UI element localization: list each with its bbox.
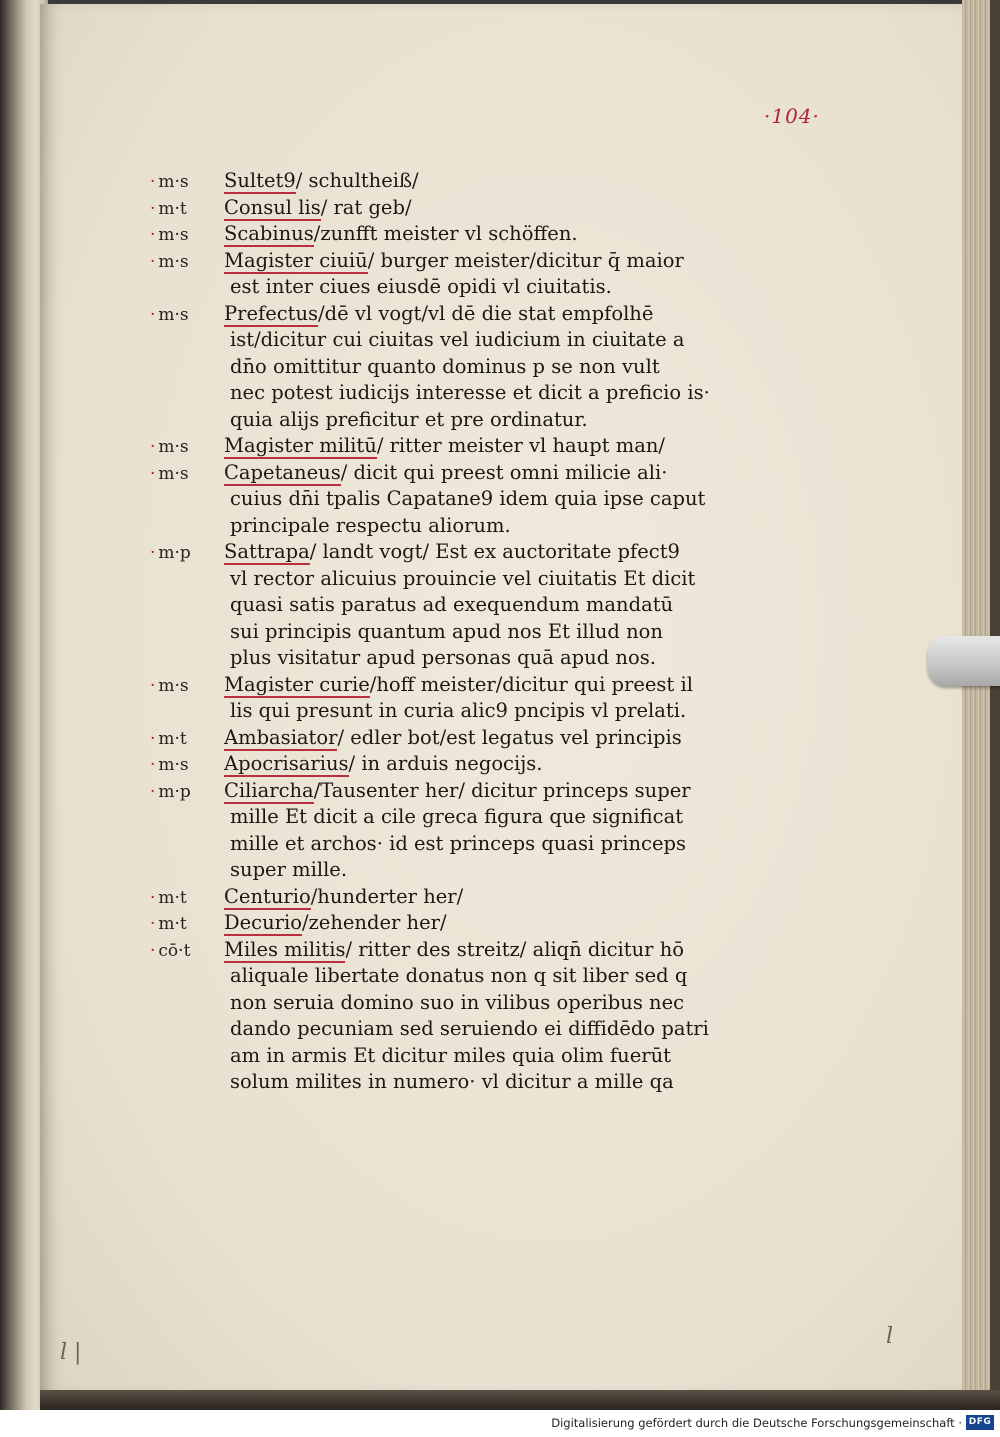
entry-lemma: Sultet9 <box>224 169 296 192</box>
book-cover-edge <box>990 0 1000 1410</box>
entry-continuation-line: solum milites in numero· vl dicitur a mille qa <box>230 1070 674 1093</box>
footer-funding-text: Digitalisierung gefördert durch die Deutsche Forschungsgemeinschaft · <box>551 1416 962 1430</box>
entry-grammar-marker: · m·s <box>150 169 224 196</box>
entry-lemma: Capetaneus <box>224 460 341 484</box>
entry-continuation-line: ist/dicitur cui ciuitas vel iudicium in ciuitate a <box>230 328 685 351</box>
entry-lemma: Centurio <box>224 884 311 908</box>
glossary-entry <box>150 937 740 964</box>
entry-grammar-marker: · m·t <box>150 196 224 223</box>
entry-grammar-marker: · m·s <box>150 752 224 779</box>
entry-grammar-marker: · m·t <box>150 726 224 753</box>
entry-lemma: Magister curie <box>224 672 370 696</box>
entry-gloss: / edler bot/est legatus vel principis <box>337 725 682 749</box>
pencil-annotation-right: l <box>886 1324 894 1349</box>
entry-continuation-line: cuius dn̄i tpalis Capatane9 idem quia ipse caput <box>230 487 706 510</box>
entry-grammar-marker: · m·s <box>150 249 224 276</box>
glossary-entry <box>150 195 740 222</box>
entry-grammar-marker: · m·p <box>150 779 224 806</box>
entry-continuation-line: aliquale libertate donatus non q sit liber sed q <box>230 964 688 987</box>
entry-gloss: /dē vl vogt/vl dē die stat empfolhē <box>318 301 654 325</box>
entry-lemma: Ambasiator <box>224 725 338 749</box>
glossary-entry <box>150 248 740 275</box>
glossary-entry <box>150 539 740 566</box>
entry-continuation-line: dn̄o omittitur quanto dominus p se non vult <box>230 354 660 378</box>
entry-lemma: Decurio <box>224 911 302 934</box>
entry-lemma: Ciliarcha <box>224 778 314 802</box>
entry-continuation-line: vl rector alicuius prouincie vel ciuitatis Et dicit <box>230 566 696 590</box>
entry-gloss: /hunderter her/ <box>310 884 464 908</box>
entry-continuation-line: dando pecuniam sed seruiendo ei diffidēdo patri <box>230 1017 709 1040</box>
entry-gloss: / in arduis negocijs. <box>348 752 543 775</box>
entry-lemma: Scabinus <box>224 222 314 245</box>
entry-grammar-marker: · m·s <box>150 461 224 488</box>
pencil-annotation-left: l | <box>60 1340 82 1365</box>
entry-continuation-line: plus visitatur apud personas quā apud nos. <box>230 646 656 669</box>
glossary-entry <box>150 460 740 487</box>
folio-number: ·104· <box>764 104 820 128</box>
entry-gloss: / burger meister/dicitur q̄ maior <box>367 248 684 272</box>
entry-gloss: / schultheiß/ <box>295 169 419 192</box>
entry-lemma: Prefectus <box>224 301 319 325</box>
glossary-entry <box>150 221 740 248</box>
entry-grammar-marker: · cō·t <box>150 938 224 965</box>
glossary-entry <box>150 672 740 699</box>
footer-banner <box>0 1410 1000 1437</box>
entry-lemma: Apocrisarius <box>224 752 349 775</box>
glossary-entry <box>150 433 740 460</box>
entry-lemma: Consul lis <box>224 195 321 219</box>
glossary-text-block <box>150 168 740 1096</box>
entry-grammar-marker: · m·t <box>150 885 224 912</box>
entry-continuation-line: quasi satis paratus ad exequendum mandatū <box>230 593 674 616</box>
entry-lemma: Sattrapa <box>224 540 310 563</box>
entry-continuation-line: sui principis quantum apud nos Et illud non <box>230 619 663 643</box>
entry-gloss: / ritter meister vl haupt man/ <box>376 434 665 457</box>
glossary-entry <box>150 301 740 328</box>
entry-continuation-line: nec potest iudicijs interesse et dicit a preficio is· <box>230 381 710 404</box>
entry-gloss: /zehender her/ <box>301 911 447 934</box>
page-bottom-shadow <box>40 1390 1000 1410</box>
entry-grammar-marker: · m·t <box>150 911 224 938</box>
entry-continuation-line: am in armis Et dicitur miles quia olim fuerūt <box>230 1043 671 1067</box>
entry-gloss: /Tausenter her/ dicitur princeps super <box>313 778 691 802</box>
entry-grammar-marker: · m·s <box>150 222 224 249</box>
entry-continuation-line: est inter ciues eiusdē opidi vl ciuitatis. <box>230 275 612 298</box>
entry-gloss: / dicit qui preest omni milicie ali· <box>340 460 668 484</box>
entry-lemma: Miles militis <box>224 937 346 961</box>
entry-continuation-line: quia alijs preficitur et pre ordinatur. <box>230 407 588 431</box>
glossary-entry <box>150 751 740 778</box>
glossary-entry <box>150 884 740 911</box>
entry-gloss: / landt vogt/ Est ex auctoritate pfect9 <box>309 540 680 563</box>
glossary-entry <box>150 778 740 805</box>
entry-gloss: / ritter des streitz/ aliqn̄ dicitur hō <box>345 937 685 961</box>
glossary-entry <box>150 910 740 937</box>
entry-gloss: /zunfft meister vl schöffen. <box>313 222 578 245</box>
glossary-entry <box>150 168 740 195</box>
entry-continuation-line: super mille. <box>230 858 348 881</box>
entry-grammar-marker: · m·s <box>150 673 224 700</box>
entry-continuation-line: principale respectu aliorum. <box>230 513 511 537</box>
entry-gloss: /hoff meister/dicitur qui preest il <box>369 672 693 696</box>
entry-continuation-line: mille et archos· id est princeps quasi princeps <box>230 831 686 855</box>
entry-continuation-line: lis qui presunt in curia alic9 pncipis vl prelati. <box>230 699 687 722</box>
entry-grammar-marker: · m·s <box>150 302 224 329</box>
entry-grammar-marker: · m·s <box>150 434 224 461</box>
entry-continuation-line: mille Et dicit a cile greca figura que significat <box>230 805 684 828</box>
entry-lemma: Magister militū <box>224 434 377 457</box>
entry-grammar-marker: · m·p <box>150 540 224 567</box>
page-clip <box>928 636 1000 686</box>
entry-continuation-line: non seruia domino suo in vilibus operibus nec <box>230 990 685 1014</box>
glossary-entry <box>150 725 740 752</box>
entry-lemma: Magister ciuiū <box>224 248 368 272</box>
dfg-logo: DFG <box>966 1415 994 1430</box>
entry-gloss: / rat geb/ <box>320 195 412 219</box>
